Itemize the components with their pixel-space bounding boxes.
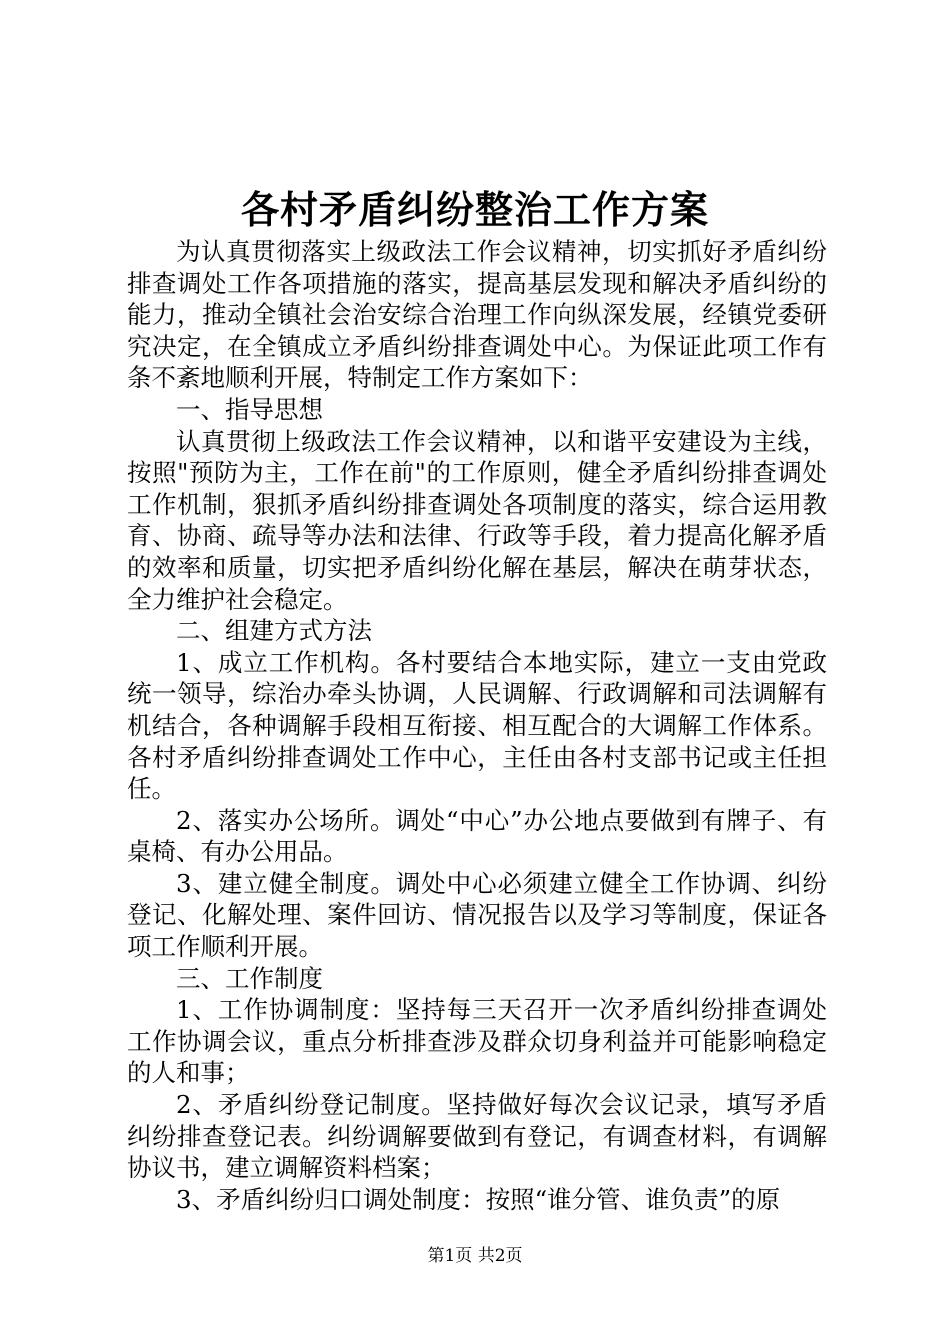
organization-item-2: 2、落实办公场所。调处“中心”办公地点要做到有牌子、有桌椅、有办公用品。 bbox=[127, 805, 827, 867]
page-number-footer: 第1页 共2页 bbox=[427, 1246, 523, 1266]
work-system-item-3: 3、矛盾纠纷归口调处制度：按照“谁分管、谁负责”的原 bbox=[176, 1184, 781, 1214]
document-title: 各村矛盾纠纷整治工作方案 bbox=[240, 187, 709, 232]
section-heading-guiding-thought: 一、指导思想 bbox=[176, 394, 323, 424]
document-body bbox=[127, 236, 827, 1215]
organization-item-1: 1、成立工作机构。各村要结合本地实际，建立一支由党政统一领导，综治办牵头协调，人民调解、行政调解和司法调解有机结合，各种调解手段相互衔接、相互配合的大调解工作体系。各村矛盾纠纷排查调处工作中心，主任由各村支部书记或主任担任。 bbox=[127, 647, 827, 804]
work-system-item-1: 1、工作协调制度：坚持每三天召开一次矛盾纠纷排查调处工作协调会议，重点分析排查涉及群众切身利益并可能影响稳定的人和事； bbox=[127, 995, 827, 1088]
section-heading-work-system: 三、工作制度 bbox=[176, 963, 323, 993]
organization-item-3: 3、建立健全制度。调处中心必须建立健全工作协调、纠纷登记、化解处理、案件回访、情况报告以及学习等制度，保证各项工作顺利开展。 bbox=[127, 868, 827, 962]
section-heading-organization: 二、组建方式方法 bbox=[176, 616, 372, 646]
guiding-thought-paragraph: 认真贯彻上级政法工作会议精神，以和谐平安建设为主线，按照"预防为主，工作在前"的工作原则，健全矛盾纠纷排查调处工作机制，狠抓矛盾纠纷排查调处各项制度的落实，综合运用教育、协商、疏导等办法和法律、行政等手段，着力提高化解矛盾的效率和质量，切实把矛盾纠纷化解在基层，解决在萌芽状态，全力维护社会稳定。 bbox=[127, 426, 827, 614]
intro-paragraph: 为认真贯彻落实上级政法工作会议精神，切实抓好矛盾纠纷排查调处工作各项措施的落实，提高基层发现和解决矛盾纠纷的能力，推动全镇社会治安综合治理工作向纵深发展，经镇党委研究决定，在全镇成立矛盾纠纷排查调处中心。为保证此项工作有条不紊地顺利开展，特制定工作方案如下： bbox=[127, 237, 827, 393]
work-system-item-2: 2、矛盾纠纷登记制度。坚持做好每次会议记录，填写矛盾纠纷排查登记表。纠纷调解要做到有登记，有调查材料，有调解协议书，建立调解资料档案； bbox=[127, 1090, 827, 1183]
